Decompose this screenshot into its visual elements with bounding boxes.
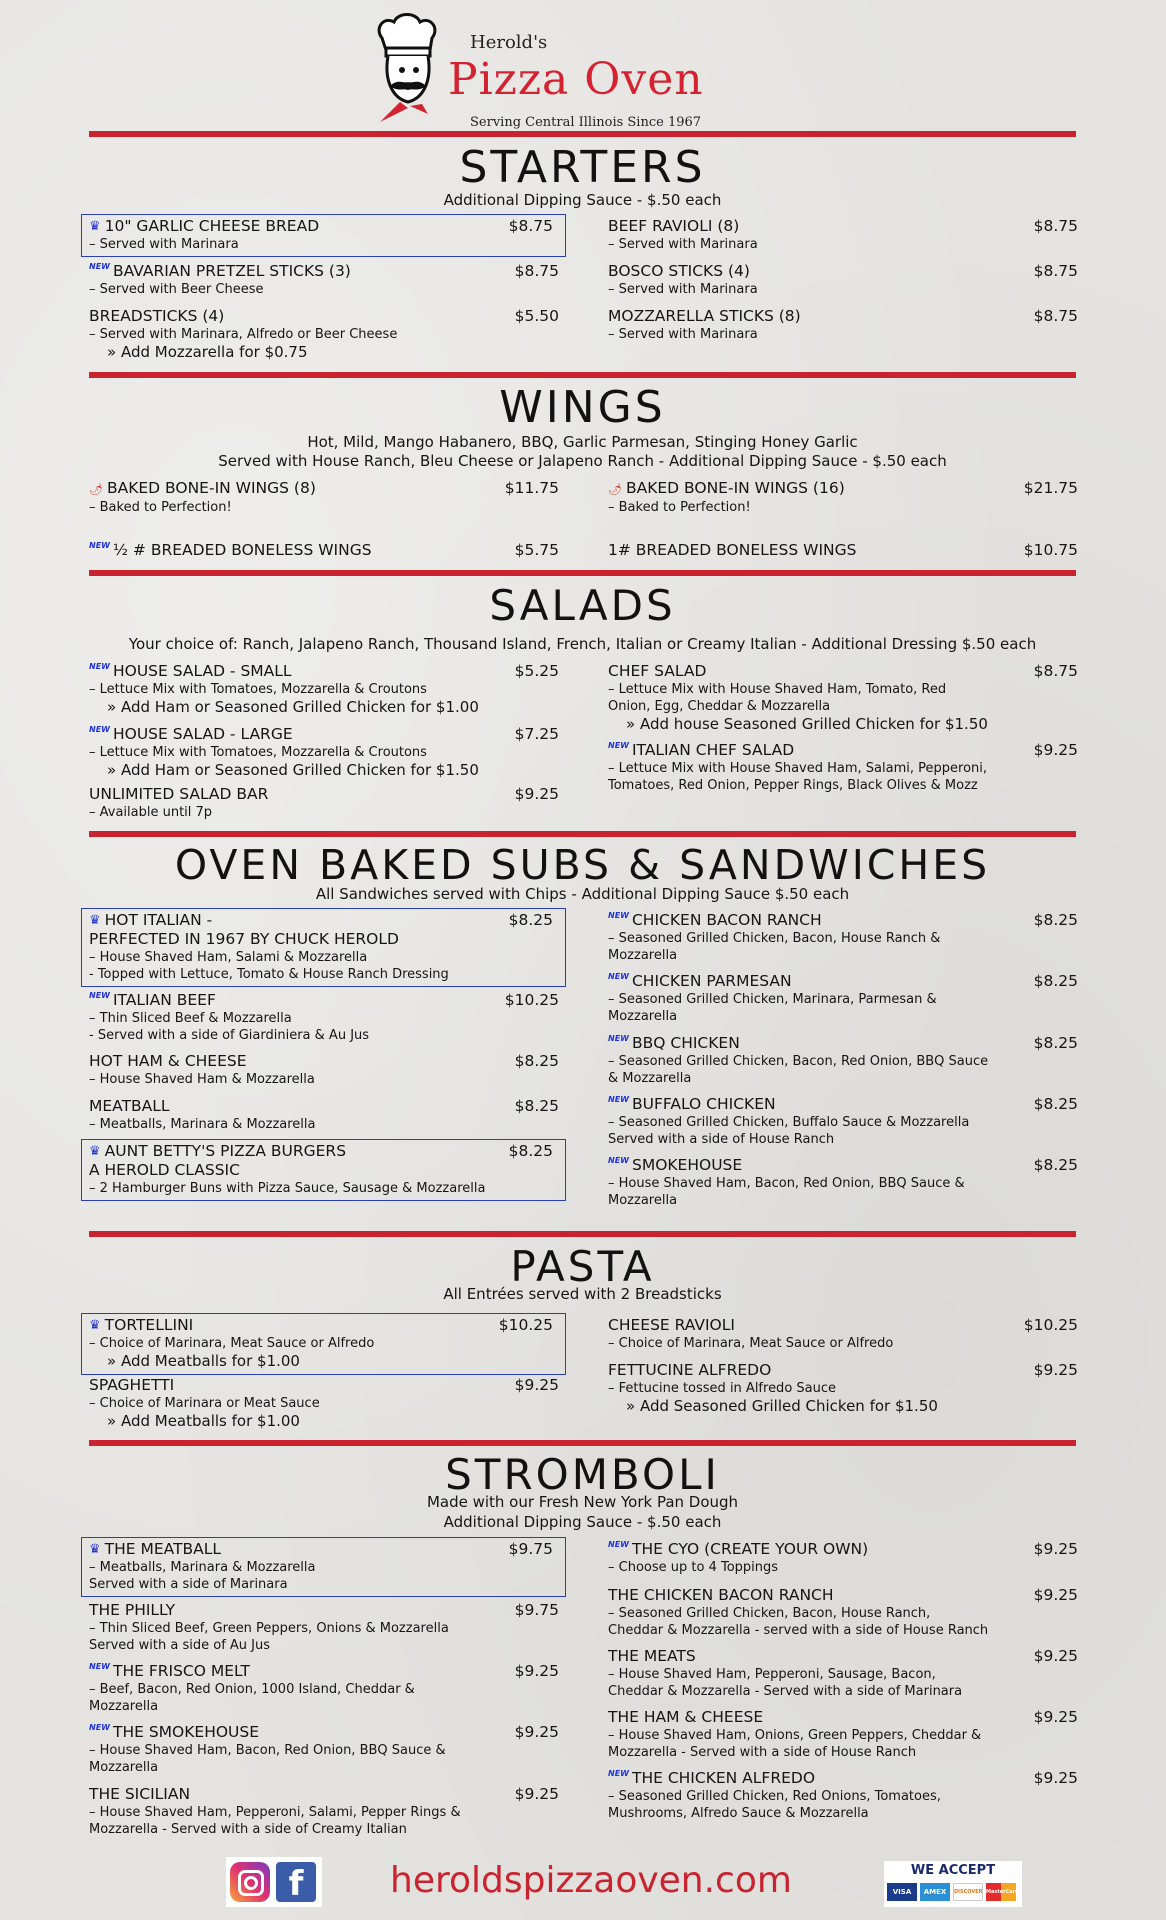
menu-item-name: BAVARIAN PRETZEL STICKS (3) — [112, 262, 351, 280]
menu-item-description: – Baked to Perfection! — [89, 500, 232, 515]
menu-item-name: THE MEATBALL — [104, 1540, 222, 1558]
divider — [89, 831, 1076, 837]
menu-item-header — [608, 1156, 1078, 1175]
menu-item-price: $9.25 — [1033, 1708, 1078, 1726]
menu-item-price: $8.25 — [1033, 1034, 1078, 1052]
menu-item — [608, 1316, 1078, 1352]
menu-item-header — [608, 1361, 1078, 1380]
menu-item-name: THE CHICKEN BACON RANCH — [608, 1586, 834, 1604]
section-subtitle-subs: All Sandwiches served with Chips - Additional Dipping Sauce $.50 each — [315, 885, 850, 903]
menu-item-description: – Seasoned Grilled Chicken, Red Onions, Tomatoes, — [608, 1789, 941, 1804]
menu-item-price: $8.25 — [508, 1142, 553, 1160]
new-badge-icon: NEW — [608, 741, 629, 750]
menu-item-price: $9.25 — [514, 785, 559, 803]
menu-item-header — [89, 1142, 559, 1161]
menu-item-header — [608, 541, 1078, 560]
menu-item-description: Cheddar & Mozzarella - Served with a side of Marinara — [608, 1684, 963, 1699]
menu-item-price: $8.25 — [1033, 911, 1078, 929]
menu-item-name: THE CYO (CREATE YOUR OWN) — [631, 1540, 869, 1558]
chef-mascot-icon — [370, 10, 450, 125]
menu-item-price: $8.25 — [514, 1097, 559, 1115]
menu-item-description: – House Shaved Ham, Pepperoni, Salami, Pepper Rings & — [89, 1805, 461, 1820]
menu-item-header — [608, 1769, 1078, 1788]
section-subtitle-starters: Additional Dipping Sauce - $.50 each — [443, 191, 722, 209]
tagline: Serving Central Illinois Since 1967 — [470, 115, 702, 130]
menu-item-price: $9.25 — [1033, 741, 1078, 759]
menu-item — [89, 1052, 559, 1088]
new-badge-icon: NEW — [608, 911, 629, 920]
menu-item-description: Mozzarella — [89, 1760, 159, 1775]
menu-item-header — [89, 479, 559, 499]
menu-item-description: – Fettucine tossed in Alfredo Sauce — [608, 1381, 837, 1396]
divider — [89, 570, 1076, 576]
menu-item — [608, 1361, 1078, 1416]
menu-item-header — [608, 1708, 1078, 1727]
menu-item-header — [89, 1601, 559, 1620]
menu-item-header — [89, 217, 559, 236]
menu-item-price: $5.50 — [514, 307, 559, 325]
menu-item-price: $9.25 — [1033, 1361, 1078, 1379]
logo — [370, 10, 730, 130]
menu-item-description: - Served with a side of Giardiniera & Au Jus — [89, 1028, 370, 1043]
menu-item-description: Mozzarella - Served with a side of Creamy Italian — [89, 1822, 407, 1837]
facebook-icon[interactable]: f — [276, 1862, 316, 1902]
menu-item-description: – Served with Beer Cheese — [89, 282, 264, 297]
menu-item-description: – House Shaved Ham, Pepperoni, Sausage, Bacon, — [608, 1667, 936, 1682]
menu-item — [608, 1708, 1078, 1761]
menu-item-price: $8.25 — [508, 911, 553, 929]
section-subtitle-salads: Your choice of: Ranch, Jalapeno Ranch, Thousand Island, French, Italian or Creamy Italian - Additional Dressing $.50 each — [128, 635, 1037, 653]
menu-item-price: $9.25 — [514, 1662, 559, 1680]
menu-item-name: SMOKEHOUSE — [631, 1156, 743, 1174]
menu-item-description: – Seasoned Grilled Chicken, Bacon, House Ranch & — [608, 931, 941, 946]
menu-item-description: – Meatballs, Marinara & Mozzarella — [89, 1117, 316, 1132]
menu-item-header — [89, 1376, 559, 1395]
menu-item — [89, 725, 559, 780]
menu-item-price: $9.25 — [1033, 1586, 1078, 1604]
menu-item-description: – Seasoned Grilled Chicken, Marinara, Parmesan & — [608, 992, 937, 1007]
menu-item-header — [608, 1586, 1078, 1605]
menu-item-name: UNLIMITED SALAD BAR — [89, 785, 269, 803]
menu-item — [608, 262, 1078, 298]
menu-item-name: BBQ CHICKEN — [631, 1034, 740, 1052]
new-badge-icon: NEW — [89, 725, 110, 734]
menu-item-header — [89, 1662, 559, 1681]
menu-item — [608, 1156, 1078, 1209]
divider — [89, 131, 1076, 137]
menu-item-price: $9.25 — [1033, 1540, 1078, 1558]
section-subtitle-pasta: All Entrées served with 2 Breadsticks — [443, 1285, 722, 1303]
menu-item — [81, 1537, 566, 1597]
menu-item-header — [608, 1034, 1078, 1053]
menu-item-name: THE PHILLY — [89, 1601, 176, 1619]
menu-item — [81, 214, 566, 257]
menu-item-name: THE CHICKEN ALFREDO — [631, 1769, 816, 1787]
new-badge-icon: NEW — [608, 972, 629, 981]
menu-item — [89, 1785, 559, 1838]
menu-item — [89, 991, 559, 1044]
menu-item-description: Mushrooms, Alfredo Sauce & Mozzarella — [608, 1806, 869, 1821]
website-link[interactable]: heroldspizzaoven.com — [390, 1860, 792, 1901]
divider — [89, 1231, 1076, 1237]
menu-item-header — [608, 479, 1078, 499]
menu-item-name: HOT HAM & CHEESE — [89, 1052, 247, 1070]
menu-item-description: Served with a side of Au Jus — [89, 1638, 271, 1653]
menu-item-description: Cheddar & Mozzarella - served with a side of House Ranch — [608, 1623, 989, 1638]
amex-card-icon: AMEX — [920, 1883, 950, 1901]
menu-item-price: $8.25 — [1033, 1095, 1078, 1113]
menu-item-description: Mozzarella — [89, 1699, 159, 1714]
menu-item-header — [89, 1052, 559, 1071]
menu-item-description: – Thin Sliced Beef & Mozzarella — [89, 1011, 292, 1026]
menu-item-addon: » Add Meatballs for $1.00 — [107, 1412, 300, 1430]
menu-item-price: $7.25 — [514, 725, 559, 743]
menu-item-name: CHICKEN PARMESAN — [631, 972, 792, 990]
menu-item-description: & Mozzarella — [608, 1071, 692, 1086]
menu-item — [608, 307, 1078, 343]
menu-item-name: MEATBALL — [89, 1097, 170, 1115]
menu-item-price: $9.25 — [1033, 1647, 1078, 1665]
menu-item — [608, 741, 1078, 794]
menu-item-price: $21.75 — [1023, 479, 1078, 497]
menu-item-header — [89, 662, 559, 681]
menu-item-header — [608, 911, 1078, 930]
menu-item-name: AUNT BETTY'S PIZZA BURGERS — [104, 1142, 347, 1160]
menu-item-description: – Beef, Bacon, Red Onion, 1000 Island, Cheddar & — [89, 1682, 415, 1697]
new-badge-icon: NEW — [608, 1769, 629, 1778]
menu-item-name: CHEF SALAD — [608, 662, 707, 680]
menu-item-description: Tomatoes, Red Onion, Pepper Rings, Black Olives & Mozz — [608, 778, 978, 793]
new-badge-icon: NEW — [608, 1095, 629, 1104]
instagram-icon[interactable] — [230, 1862, 270, 1902]
menu-item-description: – Choice of Marinara, Meat Sauce or Alfredo — [608, 1336, 894, 1351]
menu-item-header — [89, 991, 559, 1010]
menu-item-price: $11.75 — [504, 479, 559, 497]
menu-item — [608, 1095, 1078, 1148]
menu-item-description: Served with a side of House Ranch — [608, 1132, 835, 1147]
menu-item — [89, 262, 559, 298]
menu-item-header — [608, 741, 1078, 760]
new-badge-icon: NEW — [89, 991, 110, 1000]
menu-item-header — [608, 1095, 1078, 1114]
menu-item-description: – Seasoned Grilled Chicken, Bacon, Red Onion, BBQ Sauce — [608, 1054, 989, 1069]
menu-item-name: BUFFALO CHICKEN — [631, 1095, 776, 1113]
discover-card-icon: DISCOVER — [953, 1883, 983, 1901]
hot-pepper-icon: 🌶 — [89, 483, 103, 496]
menu-item-price: $9.25 — [1033, 1769, 1078, 1787]
menu-item — [81, 1139, 566, 1201]
menu-item-description: – Served with Marinara — [608, 282, 758, 297]
menu-item — [608, 1647, 1078, 1700]
menu-item — [608, 479, 1078, 516]
menu-item — [89, 1601, 559, 1654]
menu-item — [89, 1662, 559, 1715]
menu-item-header — [608, 1316, 1078, 1335]
menu-item — [608, 541, 1078, 560]
menu-item-description: Mozzarella — [608, 948, 678, 963]
menu-item-name: MOZZARELLA STICKS (8) — [608, 307, 801, 325]
menu-item-name: ITALIAN CHEF SALAD — [631, 741, 795, 759]
menu-item-description: – Served with Marinara, Alfredo or Beer Cheese — [89, 327, 398, 342]
menu-item-price: $8.75 — [508, 217, 553, 235]
menu-item-name: HOUSE SALAD - SMALL — [112, 662, 292, 680]
menu-item-description: Onion, Egg, Cheddar & Mozzarella — [608, 699, 831, 714]
menu-item-price: $10.25 — [504, 991, 559, 1009]
menu-item-name: BEEF RAVIOLI (8) — [608, 217, 740, 235]
menu-item-header — [89, 1540, 559, 1559]
menu-item-header — [608, 262, 1078, 281]
menu-item-price: $8.25 — [1033, 972, 1078, 990]
menu-item-price: $8.75 — [1033, 217, 1078, 235]
menu-item-header — [89, 1097, 559, 1116]
hot-pepper-icon: 🌶 — [608, 483, 622, 496]
payment-methods — [884, 1861, 1022, 1907]
menu-item — [89, 1097, 559, 1133]
menu-item-addon: » Add Mozzarella for $0.75 — [107, 343, 308, 361]
divider — [89, 372, 1076, 378]
menu-item-name: CHICKEN BACON RANCH — [631, 911, 822, 929]
menu-item-subname: A HEROLD CLASSIC — [89, 1161, 240, 1179]
menu-item-price: $10.25 — [1023, 1316, 1078, 1334]
menu-item — [608, 1034, 1078, 1087]
menu-item-description: – Meatballs, Marinara & Mozzarella — [89, 1560, 316, 1575]
menu-item-name: BAKED BONE-IN WINGS (8) — [106, 479, 316, 497]
new-badge-icon: NEW — [608, 1540, 629, 1549]
menu-item-description: – House Shaved Ham, Bacon, Red Onion, BBQ Sauce & — [608, 1176, 965, 1191]
section-subtitle-wings-2: Served with House Ranch, Bleu Cheese or Jalapeno Ranch - Additional Dipping Sauce - $.50 each — [218, 452, 947, 470]
menu-item-description: – Choice of Marinara, Meat Sauce or Alfredo — [89, 1336, 375, 1351]
menu-item-price: $8.25 — [1033, 1156, 1078, 1174]
section-subtitle-wings: Hot, Mild, Mango Habanero, BBQ, Garlic Parmesan, Stinging Honey Garlic — [307, 433, 858, 451]
new-badge-icon: NEW — [608, 1156, 629, 1165]
section-subtitle-stromboli: Made with our Fresh New York Pan Dough — [426, 1493, 739, 1511]
menu-item-header — [89, 785, 559, 804]
menu-item — [608, 1540, 1078, 1576]
menu-item-description: Mozzarella — [608, 1193, 678, 1208]
menu-item-description: – 2 Hamburger Buns with Pizza Sauce, Sausage & Mozzarella — [89, 1181, 486, 1196]
menu-item — [89, 1723, 559, 1776]
menu-item-header — [608, 662, 1078, 681]
brand-main: Pizza Oven — [448, 54, 704, 105]
menu-item-description: – Seasoned Grilled Chicken, Bacon, House Ranch, — [608, 1606, 931, 1621]
menu-item-price: $8.75 — [514, 262, 559, 280]
menu-item-price: $9.75 — [508, 1540, 553, 1558]
menu-item-name: 1# BREADED BONELESS WINGS — [608, 541, 857, 559]
section-subtitle-stromboli-2: Additional Dipping Sauce - $.50 each — [443, 1513, 722, 1531]
menu-item-price: $8.75 — [1033, 262, 1078, 280]
menu-item-name: HOUSE SALAD - LARGE — [112, 725, 293, 743]
menu-item — [608, 217, 1078, 253]
menu-item-header — [608, 217, 1078, 236]
menu-item-description: – Lettuce Mix with House Shaved Ham, Tomato, Red — [608, 682, 947, 697]
menu-item — [89, 307, 559, 362]
menu-item-price: $8.75 — [1033, 662, 1078, 680]
menu-item-name: ½ # BREADED BONELESS WINGS — [112, 541, 372, 559]
menu-item-price: $5.75 — [514, 541, 559, 559]
menu-item-description: – House Shaved Ham & Mozzarella — [89, 1072, 315, 1087]
menu-item-name: 10" GARLIC CHEESE BREAD — [104, 217, 320, 235]
menu-item-name: THE FRISCO MELT — [112, 1662, 251, 1680]
menu-item — [89, 662, 559, 717]
section-title-wings: WINGS — [499, 382, 666, 433]
menu-item-description: – Thin Sliced Beef, Green Peppers, Onions & Mozzarella — [89, 1621, 449, 1636]
menu-item-price: $8.75 — [1033, 307, 1078, 325]
menu-item — [608, 662, 1078, 734]
menu-item-price: $9.25 — [514, 1723, 559, 1741]
menu-item-description: – House Shaved Ham, Onions, Green Peppers, Cheddar & — [608, 1728, 982, 1743]
menu-item-name: CHEESE RAVIOLI — [608, 1316, 735, 1334]
menu-item-addon: » Add Ham or Seasoned Grilled Chicken for $1.00 — [107, 698, 479, 716]
menu-item-name: BAKED BONE-IN WINGS (16) — [625, 479, 845, 497]
menu-item-price: $10.25 — [498, 1316, 553, 1334]
menu-item — [608, 1586, 1078, 1639]
menu-item-addon: » Add Seasoned Grilled Chicken for $1.50 — [626, 1397, 938, 1415]
menu-item-header — [89, 307, 559, 326]
menu-item — [81, 1313, 566, 1375]
new-badge-icon: NEW — [608, 1034, 629, 1043]
menu-item-name: ITALIAN BEEF — [112, 991, 216, 1009]
menu-item-description: – Seasoned Grilled Chicken, Buffalo Sauce & Mozzarella — [608, 1115, 970, 1130]
menu-item-header — [608, 307, 1078, 326]
menu-item — [608, 911, 1078, 964]
menu-item-header — [89, 1785, 559, 1804]
menu-item-name: HOT ITALIAN - — [104, 911, 213, 929]
menu-item-description: – House Shaved Ham, Bacon, Red Onion, BBQ Sauce & — [89, 1743, 446, 1758]
menu-item-addon: » Add house Seasoned Grilled Chicken for $1.50 — [626, 715, 988, 733]
menu-item — [89, 785, 559, 821]
mastercard-icon: MasterCard — [986, 1883, 1016, 1901]
menu-item — [608, 1769, 1078, 1822]
menu-item-header — [608, 1647, 1078, 1666]
menu-item — [89, 1376, 559, 1431]
menu-item-description: – Served with Marinara — [608, 327, 758, 342]
brand-small: Herold's — [470, 32, 548, 53]
menu-item-header — [89, 725, 559, 744]
menu-item-header — [89, 911, 559, 930]
menu-item-description: – Baked to Perfection! — [608, 500, 751, 515]
section-title-stromboli: STROMBOLI — [445, 1450, 720, 1499]
visa-card-icon: VISA — [887, 1883, 917, 1901]
section-title-salads: SALADS — [489, 581, 676, 630]
menu-item-price: $9.75 — [514, 1601, 559, 1619]
menu-item-description: Mozzarella - Served with a side of House Ranch — [608, 1745, 917, 1760]
menu-item-description: – Lettuce Mix with House Shaved Ham, Salami, Pepperoni, — [608, 761, 988, 776]
menu-item-price: $10.75 — [1023, 541, 1078, 559]
menu-item — [81, 908, 566, 987]
new-badge-icon: NEW — [89, 262, 110, 271]
new-badge-icon: NEW — [89, 541, 110, 550]
divider — [89, 1440, 1076, 1446]
menu-item-description: – Available until 7p — [89, 805, 213, 820]
crown-icon: ♛ — [89, 1144, 101, 1159]
menu-item-description: - Topped with Lettuce, Tomato & House Ranch Dressing — [89, 967, 449, 982]
section-title-starters: STARTERS — [459, 142, 706, 193]
menu-item-header — [89, 1723, 559, 1742]
crown-icon: ♛ — [89, 219, 101, 234]
social-icons — [226, 1857, 322, 1907]
menu-item-header — [608, 1540, 1078, 1559]
menu-item-name: BREADSTICKS (4) — [89, 307, 225, 325]
new-badge-icon: NEW — [89, 662, 110, 671]
menu-item-addon: » Add Meatballs for $1.00 — [107, 1352, 300, 1370]
crown-icon: ♛ — [89, 913, 101, 928]
menu-item-name: SPAGHETTI — [89, 1376, 175, 1394]
new-badge-icon: NEW — [89, 1723, 110, 1732]
menu-item-price: $8.25 — [514, 1052, 559, 1070]
menu-item-description: – Choose up to 4 Toppings — [608, 1560, 779, 1575]
crown-icon: ♛ — [89, 1318, 101, 1333]
menu-item — [89, 541, 559, 560]
section-title-subs: OVEN BAKED SUBS & SANDWICHES — [174, 841, 991, 889]
section-title-pasta: PASTA — [510, 1242, 655, 1291]
menu-item-name: FETTUCINE ALFREDO — [608, 1361, 772, 1379]
menu-item-name: BOSCO STICKS (4) — [608, 262, 750, 280]
menu-item-name: THE MEATS — [608, 1647, 696, 1665]
menu-item-description: Mozzarella — [608, 1009, 678, 1024]
menu-item-price: $9.25 — [514, 1785, 559, 1803]
menu-item-name: THE SMOKEHOUSE — [112, 1723, 260, 1741]
menu-item-subname: PERFECTED IN 1967 BY CHUCK HEROLD — [89, 930, 399, 948]
menu-item-header — [608, 972, 1078, 991]
menu-item-description: – Served with Marinara — [608, 237, 758, 252]
menu-item-description: – House Shaved Ham, Salami & Mozzarella — [89, 950, 368, 965]
menu-item-header — [89, 262, 559, 281]
crown-icon: ♛ — [89, 1542, 101, 1557]
menu-item-description: – Lettuce Mix with Tomatoes, Mozzarella & Croutons — [89, 745, 427, 760]
new-badge-icon: NEW — [89, 1662, 110, 1671]
menu-item-price: $5.25 — [514, 662, 559, 680]
menu-item-addon: » Add Ham or Seasoned Grilled Chicken for $1.50 — [107, 761, 479, 779]
menu-item-header — [89, 1316, 559, 1335]
menu-item-description: Served with a side of Marinara — [89, 1577, 288, 1592]
we-accept-label: WE ACCEPT — [910, 1863, 996, 1878]
menu-item-description: – Served with Marinara — [89, 237, 239, 252]
menu-item-header — [89, 541, 559, 560]
menu-item-description: – Choice of Marinara or Meat Sauce — [89, 1396, 320, 1411]
menu-item — [608, 972, 1078, 1025]
menu-item-name: THE SICILIAN — [89, 1785, 191, 1803]
menu-item-name: THE HAM & CHEESE — [608, 1708, 764, 1726]
menu-item-description: – Lettuce Mix with Tomatoes, Mozzarella & Croutons — [89, 682, 427, 697]
menu-item-name: TORTELLINI — [104, 1316, 194, 1334]
menu-item — [89, 479, 559, 516]
menu-item-price: $9.25 — [514, 1376, 559, 1394]
